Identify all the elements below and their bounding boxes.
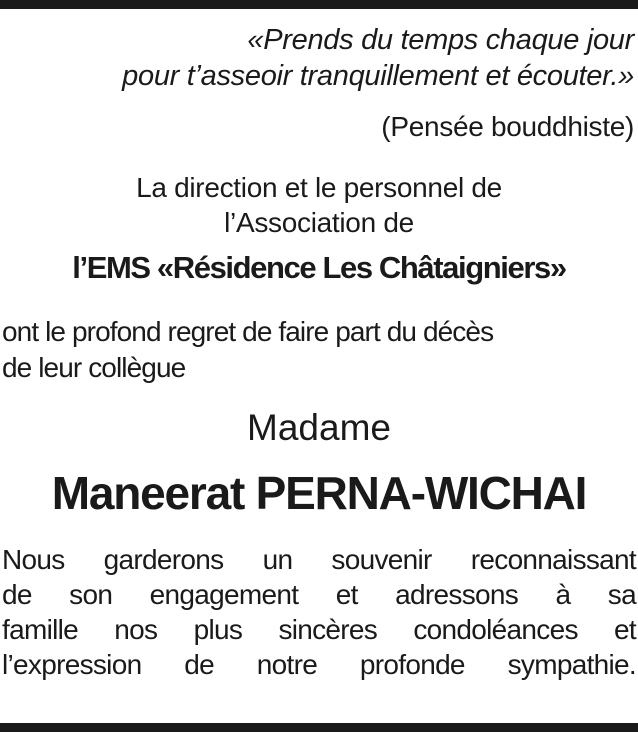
quote-line: «Prends du temps chaque jour [247, 24, 634, 56]
intro-text [0, 170, 638, 240]
announcement-line: ont le profond regret de faire part du décès [2, 316, 494, 347]
deceased-name: Maneerat PERNA-WICHAI [51, 467, 587, 519]
closing-message [2, 542, 636, 682]
closing-line: de son engagement et adressons à sa [2, 579, 636, 610]
quote-source: (Pensée bouddhiste) [381, 111, 634, 142]
quote-line: pour t’asseoir tranquillement et écouter.» [122, 60, 634, 92]
closing-line: l’expression de notre profonde sympathie. [2, 649, 636, 680]
announcement-text [2, 314, 638, 386]
bottom-border [0, 723, 638, 732]
closing-line: famille nos plus sincères condoléances et [2, 614, 636, 645]
deceased-title: Madame [247, 407, 391, 448]
organization-name: l’EMS «Résidence Les Châtaigniers» [72, 250, 566, 285]
announcement-line: de leur collègue [2, 352, 186, 383]
epigraph-quote [4, 22, 634, 94]
top-border [0, 0, 638, 9]
intro-line: l’Association de [224, 207, 414, 238]
closing-line: Nous garderons un souvenir reconnaissant [2, 544, 636, 575]
intro-line: La direction et le personnel de [136, 172, 502, 203]
